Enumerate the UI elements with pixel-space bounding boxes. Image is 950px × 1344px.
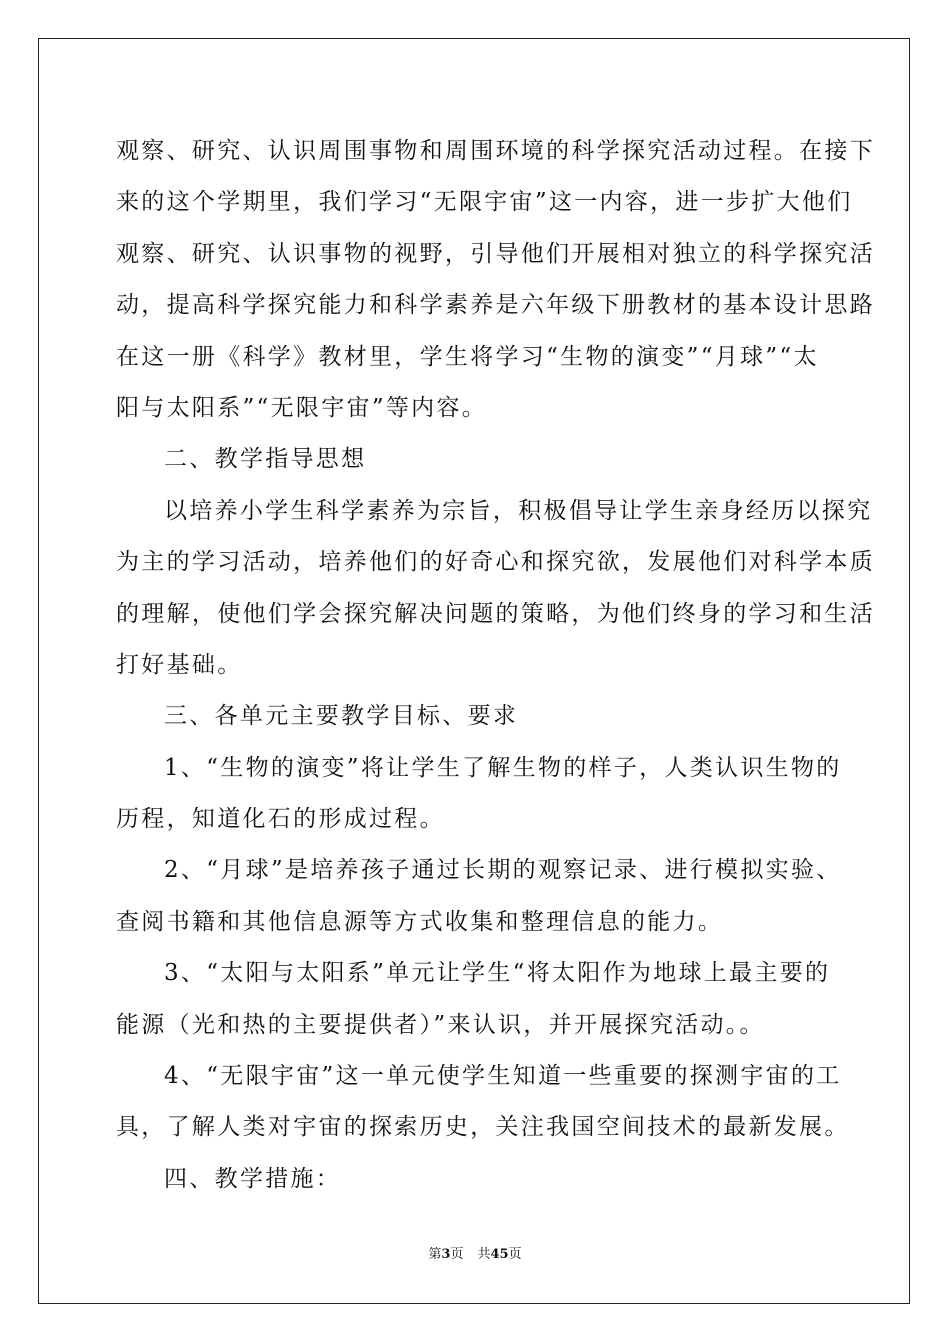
text-line: 阳与太阳系”“无限宇宙”等内容。 xyxy=(116,394,488,421)
text-line: 在这一册《科学》教材里，学生将学习“生物的演变”“月球”“太 xyxy=(116,343,819,370)
text-line: 二、教学指导思想 xyxy=(164,446,367,473)
text-line: 三、各单元主要教学目标、要求 xyxy=(164,703,519,730)
text-line: 以培养小学生科学素养为宗旨，积极倡导让学生亲身经历以探究 xyxy=(164,497,873,524)
text-line: 打好基础。 xyxy=(116,651,243,678)
text-line: 历程，知道化石的形成过程。 xyxy=(116,806,445,833)
page-suffix: 页 xyxy=(450,1247,464,1262)
text-line: 来的这个学期里，我们学习“无限宇宙”这一内容，进一步扩大他们 xyxy=(116,189,853,216)
total-prefix: 共 xyxy=(477,1247,491,1262)
text-line: 1、“生物的演变”将让学生了解生物的样子，人类认识生物的 xyxy=(164,754,842,781)
text-line: 的理解，使他们学会探究解决问题的策略，为他们终身的学习和生活 xyxy=(116,600,875,627)
text-line: 四、教学措施： xyxy=(164,1165,342,1192)
text-line: 能源（光和热的主要提供者）”来认识，并开展探究活动。。 xyxy=(116,1011,765,1038)
text-line: 4、“无限宇宙”这一单元使学生知道一些重要的探测宇宙的工 xyxy=(164,1063,842,1090)
document-body xyxy=(116,126,875,1205)
text-line: 2、“月球”是培养孩子通过长期的观察记录、进行模拟实验、 xyxy=(164,857,842,884)
text-line: 动，提高科学探究能力和科学素养是六年级下册教材的基本设计思路 xyxy=(116,292,875,319)
page-footer xyxy=(0,1246,950,1264)
text-line: 观察、研究、认识周围事物和周围环境的科学探究活动过程。在接下 xyxy=(116,138,875,164)
text-line: 具，了解人类对宇宙的探索历史，关注我国空间技术的最新发展。 xyxy=(116,1114,850,1141)
text-line: 为主的学习活动，培养他们的好奇心和探究欲，发展他们对科学本质 xyxy=(116,549,875,576)
total-pages: 45 xyxy=(490,1247,509,1262)
text-line: 观察、研究、认识事物的视野，引导他们开展相对独立的科学探究活 xyxy=(116,240,875,267)
page-number: 3 xyxy=(441,1247,451,1262)
total-suffix: 页 xyxy=(508,1247,522,1262)
text-line: 3、“太阳与太阳系”单元让学生“将太阳作为地球上最主要的 xyxy=(164,960,831,987)
text-line: 查阅书籍和其他信息源等方式收集和整理信息的能力。 xyxy=(116,908,724,935)
page-prefix: 第 xyxy=(428,1247,442,1262)
